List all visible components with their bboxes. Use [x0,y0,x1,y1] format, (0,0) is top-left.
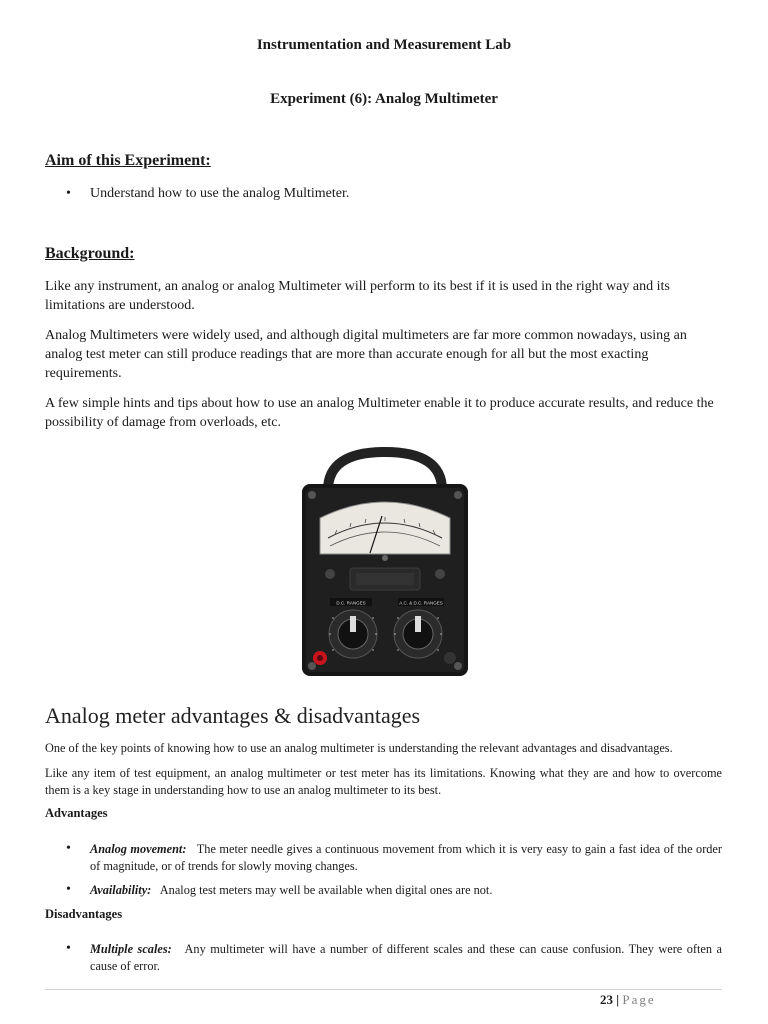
advantage-text-block [90,882,722,899]
background-paragraph-2: Analog Multimeters were widely used, and although digital multimeters are far more common nowadays, using an analog test meter can still produce readings that are more than accurate enough for all but the most exacting requirements. [45,328,687,381]
advantage-text-block [90,841,722,874]
aim-bullet-text: Understand how to use the analog Multimeter. [90,186,350,201]
intro-paragraph-1: One of the key points of knowing how to use an analog multimeter is understanding the relevant advantages and disadvantages. [45,741,673,755]
bullet-icon: • [66,882,71,897]
dc-ranges-label: D.C. RANGES [336,600,366,606]
bullet-icon: • [66,841,71,856]
page-separator: | [616,992,620,1007]
page-label: Page [622,992,656,1007]
background-paragraph-3: A few simple hints and tips about how to use an analog Multimeter enable it to produce accurate results, and reduce the possibility of damage from overloads, etc. [45,396,714,430]
disadvantage-term: Multiple scales: [90,942,172,956]
lab-title: Instrumentation and Measurement Lab [256,37,512,53]
bullet-icon: • [66,941,71,956]
disadvantage-text-block [90,941,722,974]
advantage-term: Analog movement: [90,842,187,856]
experiment-title: Experiment (6): Analog Multimeter [270,91,498,107]
page-number: 23 [600,992,613,1007]
page-footer [600,992,720,1008]
disadvantage-description: Any multimeter will have a number of different scales and these can cause confusion. They were often a cause of error. [90,942,722,973]
intro-paragraph-2: Like any item of test equipment, an analog multimeter or test meter has its limitations. Knowing what they are and how to overcome them is a key stage in understanding how to use an analog multimeter to its best. [45,766,722,797]
ac-dc-ranges-label: A.C. & D.C. RANGES [399,600,443,606]
background-heading: Background: [45,245,135,262]
advantages-heading: Advantages [45,806,108,820]
footer-divider [45,989,722,990]
analog-multimeter-photo [290,446,480,681]
bullet-icon: • [66,186,71,201]
aim-heading: Aim of this Experiment: [45,152,211,169]
advantage-description: The meter needle gives a continuous movement from which it is very easy to gain a fast idea of the order of magnitude, or of trends for slowly moving changes. [90,842,722,873]
advantage-term: Availability: [90,883,152,897]
disadvantages-heading: Disadvantages [45,907,123,921]
background-paragraph-1: Like any instrument, an analog or analog Multimeter will perform to its best if it is used in the right way and its limitations are understood. [45,279,670,313]
section-heading: Analog meter advantages & disadvantages [45,703,421,728]
advantage-description: Analog test meters may well be available when digital ones are not. [159,883,493,897]
